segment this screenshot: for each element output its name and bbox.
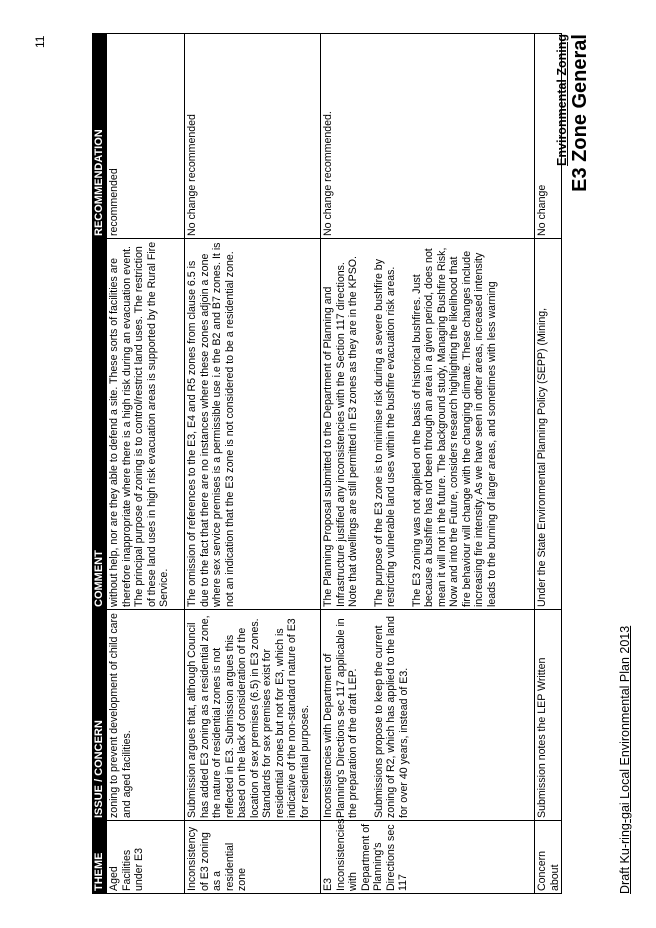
column-header-theme: THEME: [93, 821, 107, 894]
issue-text: Submissions propose to keep the current zoning of R2, which has applied to the land for over 40 years, instead of E3.: [372, 615, 410, 818]
theme-cell: Concern about: [535, 821, 562, 894]
comment-cell: [185, 239, 321, 610]
recommendation-cell: No change: [535, 34, 562, 239]
theme-cell: Inconsistency of E3 zoning as a residential zone: [185, 821, 321, 894]
recommendation-cell: recommended: [107, 34, 185, 239]
issue-cell: [535, 610, 562, 821]
issue-text: Submission notes the LEP Written: [536, 657, 548, 818]
column-header-recommendation: RECOMMENDATION: [93, 34, 107, 239]
issue-text: zoning to prevent development of child care and aged facilities.: [108, 613, 133, 818]
comment-text: The E3 zoning was not applied on the basis of historical bushfires. Just because a bushfire has not been through an area in a given period, does not mean it will not in the future. The background study, Managing Bushfire Risk, Now and into the Future, considers research highlighting the likelihood that fire behaviour will change with the changing climate. These changes include increasing fire intensity. As we have seen in other areas, increased intensity leads to the burning of larger areas, and sometimes with less warning: [410, 247, 498, 607]
column-header-comment: COMMENT: [93, 239, 107, 610]
table-header-row: [93, 34, 107, 894]
comment-text: The omission of references to the E3, E4 and R5 zones from clause 6.5 is due to the fact that there are no instances where these zones adjoin a zone where sex service premises is a permissible use i.e the B2 and B7 zones. It is not an indication that the E3 zone is not considered to be a residential zone.: [186, 242, 236, 607]
recommendation-cell: No change recommended.: [321, 34, 535, 239]
issue-cell: [107, 610, 185, 821]
section-title: E3 Zone General: [569, 34, 591, 192]
comment-cell: [321, 239, 535, 610]
comment-text: Under the State Environmental Planning Policy (SEPP) (Mining,: [536, 307, 548, 607]
theme-cell: E3 Inconsistencies with Department of Planning's Directions sec 117: [321, 821, 535, 894]
submissions-table: [92, 33, 562, 894]
page-number: 11: [33, 35, 47, 48]
section-subtitle: Environmental Zoning: [555, 34, 569, 166]
recommendation-cell: No change recommended: [185, 34, 321, 239]
theme-cell: Aged Facilities under E3: [107, 821, 185, 894]
issue-text: Submission argues that, although Council has added E3 zoning as a residential zone, the nature of residential zones is not reflected in E3. Submission argues this based on the lack of consideration of the location of sex premises (6.5) in E3 zones. Standards for sex premises exist for residential zones but not for E3, which is indicative of the non-standard nature of E3 for residential purposes.: [186, 615, 311, 818]
comment-cell: [535, 239, 562, 610]
comment-text: without help, nor are they able to defend a site. These sorts of facilities are therefore inappropriate where there is a high risk during an evacuation event. The principal purpose of zoning is to control/restrict land uses. The restriction of these land uses in high risk evacuation areas is supported by the Rural Fire Service.: [108, 241, 170, 607]
column-header-issue: ISSUE / CONCERN: [93, 610, 107, 821]
issue-cell: [321, 610, 535, 821]
comment-text: The Planning Proposal submitted to the Department of Planning and Infrastructure justified any inconsistencies with the Section 117 directions. Note that dwellings are still permitted in E3 zones as they are in the KPSO.: [322, 256, 359, 607]
comment-cell: [107, 239, 185, 610]
table-row: [535, 34, 562, 894]
table-row: [185, 34, 321, 894]
document-title: Draft Ku-ring-gai Local Environmental Plan 2013: [618, 625, 632, 894]
issue-cell: [185, 610, 321, 821]
comment-text: The purpose of the E3 zone is to minimise risk during a severe bushfire by restricting vulnerable land uses within the bushfire evacuation risk areas.: [372, 258, 397, 607]
table-row: [107, 34, 185, 894]
issue-text: Inconsistencies with Department of Planning's Directions sec 117 applicable in the preparation of the draft LEP.: [322, 618, 359, 818]
table-row: [321, 34, 535, 894]
